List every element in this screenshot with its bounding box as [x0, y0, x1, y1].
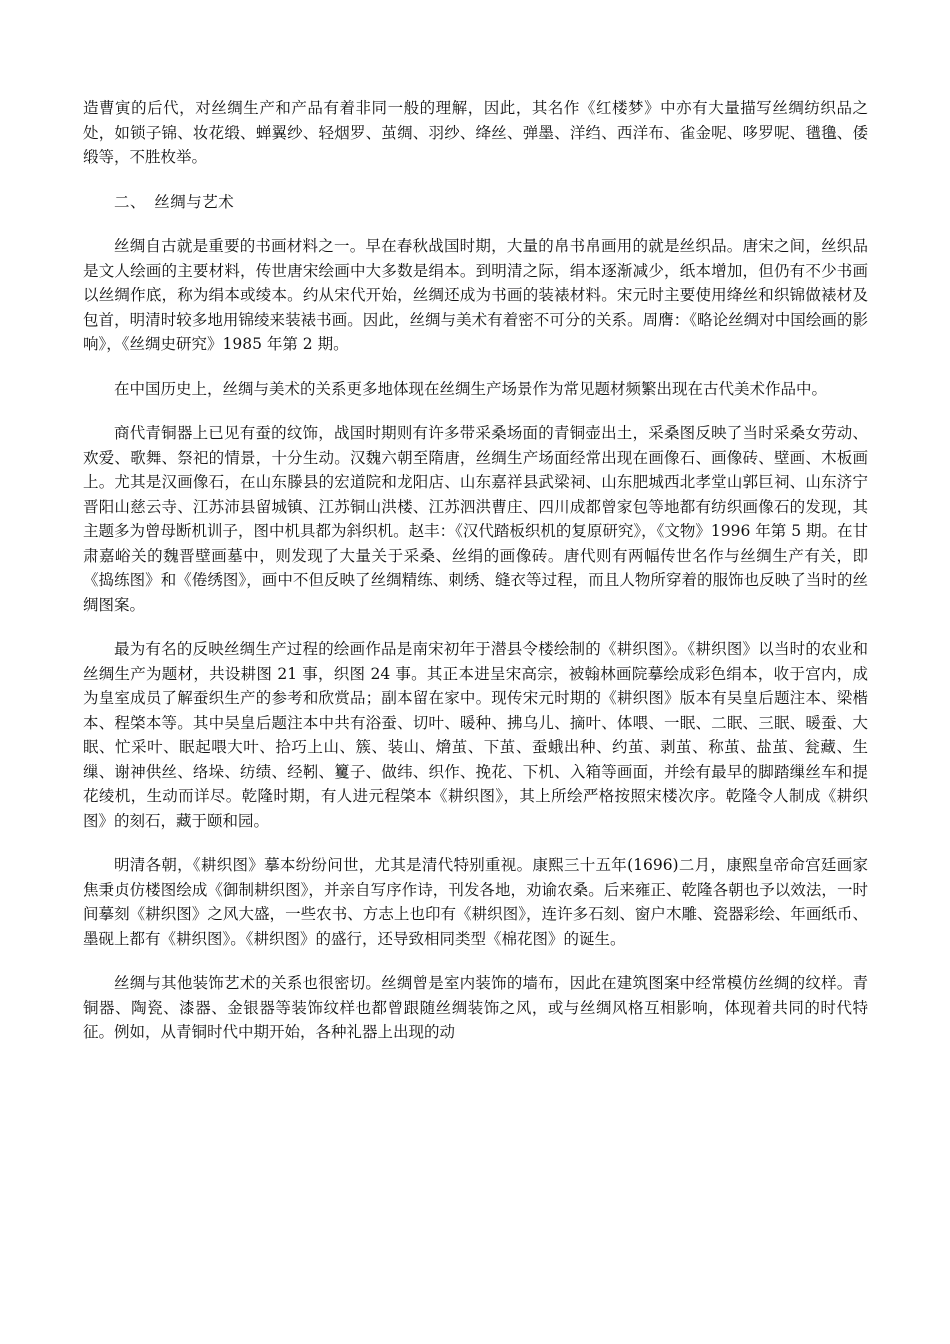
document-body — [83, 96, 868, 1065]
paragraph-silk-art-history: 在中国历史上，丝绸与美术的关系更多地体现在丝绸生产场景作为常见题材频繁出现在古代美术作品中。 — [114, 379, 828, 398]
paragraph-shang-han-imagery: 商代青铜器上已见有蚕的纹饰，战国时期则有许多带采桑场面的青铜壶出土，采桑图反映了当时采桑女劳动、欢爱、歌舞、祭祀的情景，十分生动。汉魏六朝至隋唐，丝绸生产场面经常出现在画像石、画像砖、壁画、木板画上。尤其是汉画像石，在山东滕县的宏道院和龙阳店、山东嘉祥县武梁祠、山东肥城西北孝堂山郭巨祠、山东济宁晋阳山慈云寺、江苏沛县留城镇、江苏铜山洪楼、江苏泗洪曹庄、四川成都曾家包等地都有纺织画像石的发现，其主题多为曾母断机训子，图中机具都为斜织机。赵丰：《汉代踏板织机的复原研究》，《文物》1996 年第 5 期。在甘肃嘉峪关的魏晋壁画墓中，则发现了大量关于采桑、丝绢的画像砖。唐代则有两幅传世名作与丝绸生产有关，即《捣练图》和《倦绣图》，画中不但反映了丝绸精练、刺绣、缝衣等过程，而且人物所穿着的服饰也反映了当时的丝绸图案。 — [83, 424, 868, 614]
paragraph-gengzhitu: 最为有名的反映丝绸生产过程的绘画作品是南宋初年于潜县令楼绘制的《耕织图》。《耕织图》以当时的农业和丝绸生产为题材，共设耕图 21 事，织图 24 事。其正本进呈宋高宗，被翰林画院摹绘成彩色绢本，收于宫内，成为皇室成员了解蚕织生产的参考和欣赏品；副本留在家中。现传宋元时期的《耕织图》版本有吴皇后题注本、梁楷本、程棨本等。其中吴皇后题注本中共有浴蚕、切叶、暖种、拂乌儿、摘叶、体喂、一眠、二眠、三眠、暖蚕、大眠、忙采叶、眠起喂大叶、拾巧上山、簇、装山、熁茧、下茧、蚕蛾出种、约茧、剥茧、称茧、盐茧、瓮藏、生缫、谢神供丝、络垛、纺绩、经靷、籰子、做纬、织作、挽花、下机、入箱等画面，并绘有最早的脚踏缫丝车和提花绫机，生动而详尽。乾隆时期，有人进元程棨本《耕织图》，其上所绘严格按照宋楼次序。乾隆令人制成《耕织图》的刻石，藏于颐和园。 — [83, 640, 868, 830]
paragraph-decorative-arts: 丝绸与其他装饰艺术的关系也很密切。丝绸曾是室内装饰的墙布，因此在建筑图案中经常模仿丝绸的纹样。青铜器、陶瓷、漆器、金银器等装饰纹样也都曾跟随丝绸装饰之风，或与丝绸风格互相影响，体现着共同的时代特征。例如，从青铜时代中期开始，各种礼器上出现的动 — [83, 974, 868, 1041]
paragraph-silk-painting-material: 丝绸自古就是重要的书画材料之一。早在春秋战国时期，大量的帛书帛画用的就是丝织品。唐宋之间，丝织品是文人绘画的主要材料，传世唐宋绘画中大多数是绢本。到明清之际，绢本逐渐减少，纸本增加，但仍有不少书画以丝绸作底，称为绢本或绫本。约从宋代开始，丝绸还成为书画的装裱材料。宋元时主要使用绛丝和织锦做裱材及包首，明清时较多地用锦绫来装裱书画。因此，丝绸与美术有着密不可分的关系。周膺：《略论丝绸对中国绘画的影响》，《丝绸史研究》1985 年第 2 期。 — [83, 237, 868, 353]
paragraph-ming-qing: 明清各朝，《耕织图》摹本纷纷问世，尤其是清代特别重视。康熙三十五年(1696)二月，康熙皇帝命宫廷画家焦秉贞仿楼图绘成《御制耕织图》，并亲自写序作诗，刊发各地，劝谕农桑。后来雍正、乾隆各朝也予以效法，一时间摹刻《耕织图》之风大盛，一些农书、方志上也印有《耕织图》，连许多石刻、窗户木雕、瓷器彩绘、年画纸币、墨砚上都有《耕织图》。《耕织图》的盛行，还导致相同类型《棉花图》的诞生。 — [83, 856, 868, 948]
section-heading: 二、 丝绸与艺术 — [114, 192, 235, 211]
paragraph-continuation: 造曹寅的后代，对丝绸生产和产品有着非同一般的理解，因此，其名作《红楼梦》中亦有大量描写丝绸纺织品之处，如锁子锦、妆花缎、蝉翼纱、轻烟罗、茧绸、羽纱、绛丝、弹墨、洋绉、西洋布、雀金呢、哆罗呢、氆氇、倭缎等，不胜枚举。 — [83, 99, 868, 166]
